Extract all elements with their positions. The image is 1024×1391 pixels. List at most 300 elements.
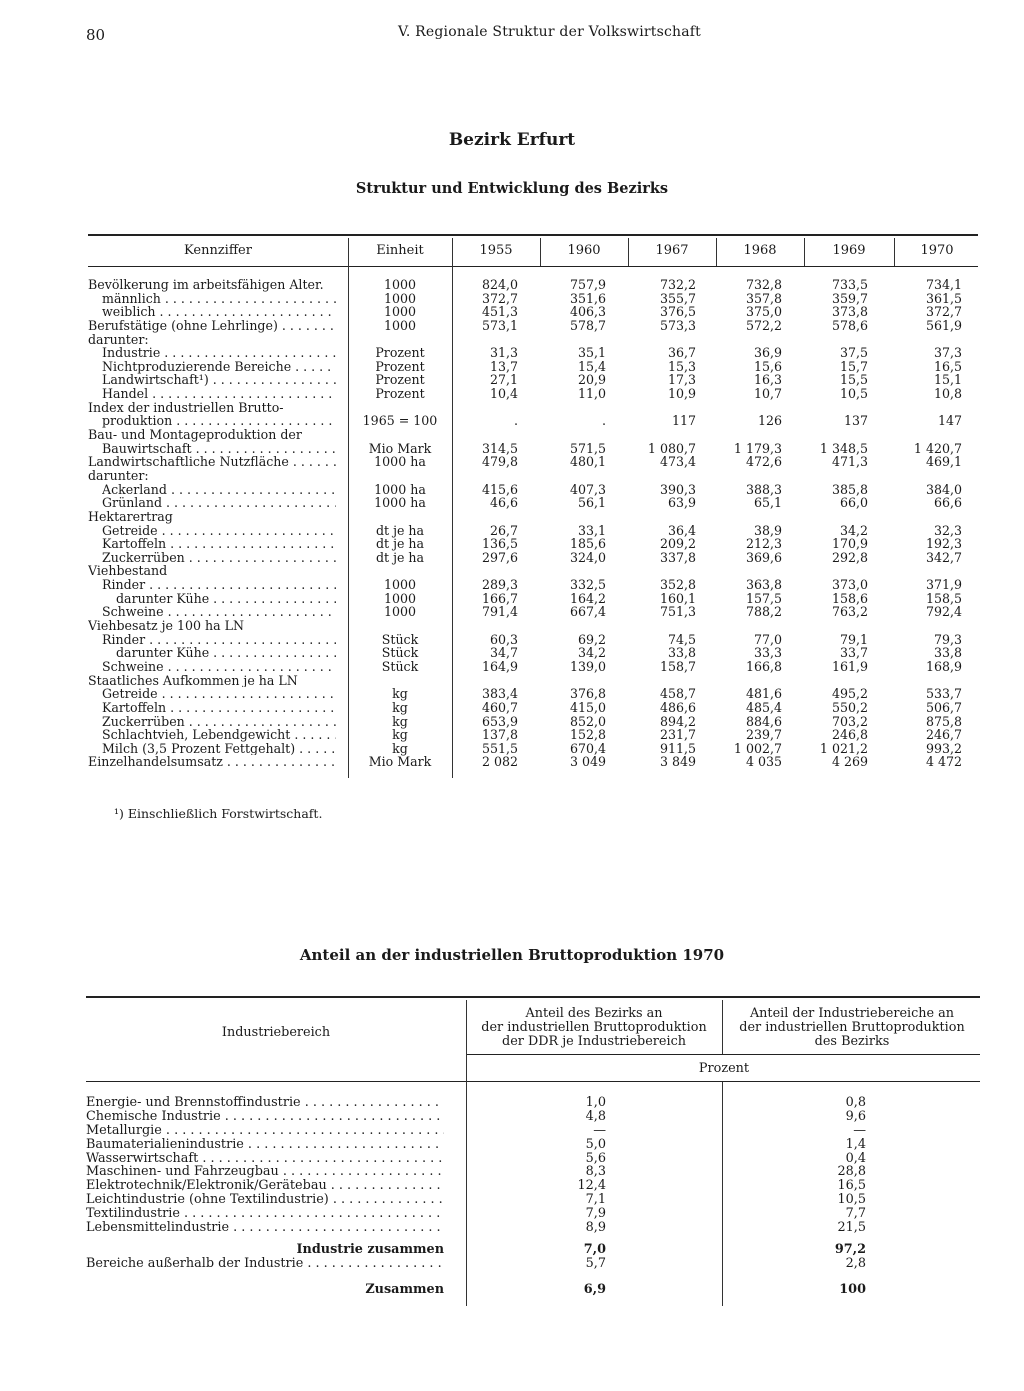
row-value: 732,8 bbox=[745, 277, 782, 292]
row-unit: Prozent bbox=[375, 386, 425, 402]
table-row bbox=[88, 592, 978, 606]
table-row bbox=[88, 483, 978, 497]
table-row bbox=[86, 1110, 980, 1124]
row-value: 36,7 bbox=[667, 345, 696, 361]
table-row bbox=[88, 305, 978, 319]
table-row bbox=[88, 319, 978, 333]
table1-body bbox=[88, 278, 978, 769]
row-value-bezirk-share: 97,2 bbox=[834, 1241, 866, 1257]
row-value: 355,7 bbox=[659, 290, 696, 306]
row-value: 471,3 bbox=[831, 454, 868, 470]
row-value-ddr-share: 12,4 bbox=[577, 1178, 606, 1194]
row-label: darunter Kühe . . . bbox=[116, 646, 336, 660]
table-row bbox=[88, 346, 978, 360]
table2-body bbox=[86, 1096, 980, 1297]
row-value-ddr-share: 5,6 bbox=[585, 1150, 606, 1166]
row-label: Staatliches Aufkommen je ha LN bbox=[88, 673, 298, 688]
row-label: Metallurgie . . . bbox=[86, 1124, 444, 1138]
row-value: 77,0 bbox=[753, 631, 782, 647]
row-value: 34,7 bbox=[489, 645, 518, 661]
header-year: 1955 bbox=[479, 243, 513, 258]
table-row bbox=[86, 1138, 980, 1152]
row-value: 164,2 bbox=[569, 590, 606, 606]
row-value-bezirk-share: 28,8 bbox=[837, 1164, 866, 1180]
table-row bbox=[88, 742, 978, 756]
row-label: Einzelhandelsumsatz . . . bbox=[88, 755, 336, 769]
row-label: Handel . . . bbox=[102, 387, 336, 401]
row-value: 2 082 bbox=[481, 754, 518, 770]
row-value-ddr-share: 5,7 bbox=[585, 1255, 606, 1271]
row-value: 460,7 bbox=[481, 699, 518, 715]
row-value: 351,6 bbox=[569, 290, 606, 306]
row-value: 653,9 bbox=[481, 713, 518, 729]
row-value: 757,9 bbox=[569, 277, 606, 292]
table-row bbox=[88, 687, 978, 701]
row-label: Nichtproduzierende Bereiche . . . bbox=[102, 360, 336, 374]
row-value: 384,0 bbox=[925, 481, 962, 497]
row-label: Zusammen bbox=[365, 1282, 444, 1297]
row-label: Industrie zusammen bbox=[296, 1242, 444, 1257]
row-label: Zuckerrüben . . . bbox=[102, 715, 336, 729]
row-label: Berufstätige (ohne Lehrlinge) . . . bbox=[88, 319, 336, 333]
row-value: 573,1 bbox=[481, 317, 518, 333]
row-label: Textilindustrie . . . bbox=[86, 1207, 444, 1221]
row-value: 63,9 bbox=[667, 495, 696, 511]
row-value: 158,6 bbox=[831, 590, 868, 606]
row-value: 578,7 bbox=[569, 317, 606, 333]
row-value: 371,9 bbox=[925, 577, 962, 593]
row-value-ddr-share: 8,9 bbox=[585, 1220, 606, 1236]
row-value: 33,3 bbox=[753, 645, 782, 661]
row-label: Rinder . . . bbox=[102, 633, 336, 647]
row-spacer bbox=[86, 1271, 980, 1283]
table-row bbox=[88, 428, 978, 442]
table1-divider bbox=[716, 238, 717, 266]
table2-top-rule bbox=[86, 996, 980, 998]
row-label: Viehbestand bbox=[88, 564, 168, 579]
running-head: V. Regionale Struktur der Volkswirtschaft bbox=[398, 24, 701, 40]
row-unit: kg bbox=[392, 727, 408, 743]
row-value: 212,3 bbox=[745, 536, 782, 552]
row-value: 10,4 bbox=[489, 386, 518, 402]
row-label: Zuckerrüben . . . bbox=[102, 551, 336, 565]
header-year: 1967 bbox=[655, 243, 689, 258]
row-value-ddr-share: 7,9 bbox=[585, 1206, 606, 1222]
header-year: 1968 bbox=[743, 243, 777, 258]
row-value: 117 bbox=[671, 413, 696, 429]
row-value-ddr-share: 8,3 bbox=[585, 1164, 606, 1180]
row-value: 17,3 bbox=[667, 372, 696, 388]
row-value: 376,5 bbox=[659, 304, 696, 320]
row-value: 289,3 bbox=[481, 577, 518, 593]
row-value: 469,1 bbox=[925, 454, 962, 470]
row-value: 292,8 bbox=[831, 549, 868, 565]
header-share-of-bezirk bbox=[724, 1007, 980, 1049]
row-label: Index der industriellen Brutto- bbox=[88, 400, 284, 415]
table-row bbox=[86, 1283, 980, 1297]
table-row bbox=[88, 674, 978, 688]
row-value: . bbox=[601, 413, 606, 429]
row-unit: 1000 ha bbox=[374, 481, 426, 497]
table-row bbox=[86, 1243, 980, 1257]
row-value: 35,1 bbox=[577, 345, 606, 361]
row-value: 342,7 bbox=[925, 549, 962, 565]
row-value: 209,2 bbox=[659, 536, 696, 552]
table-row bbox=[86, 1096, 980, 1110]
row-value-bezirk-share: 0,4 bbox=[845, 1150, 866, 1166]
row-unit: kg bbox=[392, 713, 408, 729]
row-value: 56,1 bbox=[577, 495, 606, 511]
row-unit: Stück bbox=[381, 631, 419, 647]
row-label: Baumaterialienindustrie . . . bbox=[86, 1138, 444, 1152]
row-unit: 1000 bbox=[383, 290, 417, 306]
row-value: 137 bbox=[843, 413, 868, 429]
row-value: 472,6 bbox=[745, 454, 782, 470]
row-value: 1 420,7 bbox=[913, 440, 962, 456]
row-value: 788,2 bbox=[745, 604, 782, 620]
row-value: 66,6 bbox=[933, 495, 962, 511]
row-label: Grünland . . . bbox=[102, 496, 336, 510]
row-value: 703,2 bbox=[831, 713, 868, 729]
row-value: 571,5 bbox=[569, 440, 606, 456]
row-value-bezirk-share: 2,8 bbox=[845, 1255, 866, 1271]
table-row bbox=[88, 292, 978, 306]
row-value: 792,4 bbox=[925, 604, 962, 620]
row-value: 168,9 bbox=[925, 658, 962, 674]
row-label: Kartoffeln . . . bbox=[102, 537, 336, 551]
row-value: 20,9 bbox=[577, 372, 606, 388]
row-value: 33,7 bbox=[839, 645, 868, 661]
row-value: 158,7 bbox=[659, 658, 696, 674]
row-value: 10,8 bbox=[933, 386, 962, 402]
row-value-ddr-share: 4,8 bbox=[585, 1108, 606, 1124]
row-value: 373,0 bbox=[831, 577, 868, 593]
table-row bbox=[88, 510, 978, 524]
row-value: 60,3 bbox=[489, 631, 518, 647]
row-value: 34,2 bbox=[839, 522, 868, 538]
table1-header-rule bbox=[88, 266, 978, 267]
row-label: darunter: bbox=[88, 468, 149, 483]
row-value: 791,4 bbox=[481, 604, 518, 620]
row-value: 4 472 bbox=[925, 754, 962, 770]
row-value-bezirk-share: 21,5 bbox=[837, 1220, 866, 1236]
header-einheit: Einheit bbox=[376, 243, 424, 258]
row-value: 15,5 bbox=[839, 372, 868, 388]
row-value: 533,7 bbox=[925, 686, 962, 702]
row-label: Bauwirtschaft . . . bbox=[102, 442, 336, 456]
row-value: 11,0 bbox=[577, 386, 606, 402]
row-value-bezirk-share: 1,4 bbox=[845, 1136, 866, 1152]
row-value: 152,8 bbox=[569, 727, 606, 743]
header-line: der industriellen Bruttoproduktion bbox=[481, 1020, 707, 1035]
row-unit: Stück bbox=[381, 658, 419, 674]
table-row bbox=[86, 1124, 980, 1138]
table-row bbox=[86, 1179, 980, 1193]
row-value: 372,7 bbox=[925, 304, 962, 320]
row-value-ddr-share: 7,1 bbox=[585, 1192, 606, 1208]
row-value-ddr-share: 1,0 bbox=[585, 1095, 606, 1110]
row-value: 38,9 bbox=[753, 522, 782, 538]
row-value-bezirk-share: 16,5 bbox=[837, 1178, 866, 1194]
row-unit: Prozent bbox=[375, 372, 425, 388]
row-value: 27,1 bbox=[489, 372, 518, 388]
row-value: 375,0 bbox=[745, 304, 782, 320]
row-label: Viehbesatz je 100 ha LN bbox=[88, 619, 245, 633]
table1-top-rule bbox=[88, 234, 978, 236]
row-value: 297,6 bbox=[481, 549, 518, 565]
row-unit: Mio Mark bbox=[368, 440, 432, 456]
table-row bbox=[88, 469, 978, 483]
row-value: 36,4 bbox=[667, 522, 696, 538]
row-value: 15,7 bbox=[839, 358, 868, 374]
row-value: 561,9 bbox=[925, 317, 962, 333]
header-kennziffer: Kennziffer bbox=[184, 243, 252, 258]
row-value: 550,2 bbox=[831, 699, 868, 715]
row-value: 458,7 bbox=[659, 686, 696, 702]
row-value: 137,8 bbox=[481, 727, 518, 743]
row-value: 164,9 bbox=[481, 658, 518, 674]
row-value: 473,4 bbox=[659, 454, 696, 470]
row-unit: 1000 ha bbox=[374, 454, 426, 470]
row-unit: 1000 bbox=[383, 277, 417, 292]
header-unit-prozent: Prozent bbox=[698, 1061, 750, 1076]
row-value: 314,5 bbox=[481, 440, 518, 456]
row-value: 136,5 bbox=[481, 536, 518, 552]
row-value: 573,3 bbox=[659, 317, 696, 333]
row-unit: 1000 ha bbox=[374, 495, 426, 511]
table-row bbox=[88, 660, 978, 674]
row-value: 894,2 bbox=[659, 713, 696, 729]
table-row bbox=[88, 551, 978, 565]
table-row bbox=[88, 496, 978, 510]
row-unit: Stück bbox=[381, 645, 419, 661]
row-value: 3 049 bbox=[569, 754, 606, 770]
row-value: 415,0 bbox=[569, 699, 606, 715]
row-label: männlich . . . bbox=[102, 292, 336, 306]
row-unit: 1000 bbox=[383, 304, 417, 320]
table-row bbox=[88, 278, 978, 292]
row-value: 495,2 bbox=[831, 686, 868, 702]
row-value: 239,7 bbox=[745, 727, 782, 743]
row-value: 246,7 bbox=[925, 727, 962, 743]
row-value: 480,1 bbox=[569, 454, 606, 470]
row-value: 166,8 bbox=[745, 658, 782, 674]
row-label: darunter: bbox=[88, 332, 149, 347]
row-value: 69,2 bbox=[577, 631, 606, 647]
row-unit: kg bbox=[392, 699, 408, 715]
row-value: 79,3 bbox=[933, 631, 962, 647]
row-value: 373,8 bbox=[831, 304, 868, 320]
row-value: 578,6 bbox=[831, 317, 868, 333]
row-value: 10,5 bbox=[839, 386, 868, 402]
row-value: 157,5 bbox=[745, 590, 782, 606]
row-value-bezirk-share: 0,8 bbox=[845, 1095, 866, 1110]
row-value: 884,6 bbox=[745, 713, 782, 729]
row-value: 486,6 bbox=[659, 699, 696, 715]
row-unit: 1000 bbox=[383, 604, 417, 620]
row-value: 33,1 bbox=[577, 522, 606, 538]
row-unit: kg bbox=[392, 740, 408, 756]
row-value: 383,4 bbox=[481, 686, 518, 702]
row-value: 26,7 bbox=[489, 522, 518, 538]
row-unit: Prozent bbox=[375, 345, 425, 361]
table-row bbox=[88, 442, 978, 456]
table2-title: Anteil an der industriellen Bruttoproduktion 1970 bbox=[299, 946, 725, 964]
row-value: 551,5 bbox=[481, 740, 518, 756]
row-label: Hektarertrag bbox=[88, 509, 173, 524]
row-value: 158,5 bbox=[925, 590, 962, 606]
row-value: 734,1 bbox=[925, 277, 962, 292]
row-value: 357,8 bbox=[745, 290, 782, 306]
table2-header-rule bbox=[86, 1081, 980, 1082]
table1-divider bbox=[894, 238, 895, 266]
row-value: 34,2 bbox=[577, 645, 606, 661]
page-title: Bezirk Erfurt bbox=[448, 130, 576, 150]
table2-divider bbox=[722, 1000, 723, 1054]
row-value-ddr-share: — bbox=[593, 1122, 606, 1138]
row-value: 751,3 bbox=[659, 604, 696, 620]
row-value: 15,3 bbox=[667, 358, 696, 374]
row-value: 15,1 bbox=[933, 372, 962, 388]
table-row bbox=[88, 537, 978, 551]
table1-divider bbox=[540, 238, 541, 266]
row-value: 407,3 bbox=[569, 481, 606, 497]
table-row bbox=[86, 1257, 980, 1271]
table-row bbox=[88, 728, 978, 742]
row-value: 160,1 bbox=[659, 590, 696, 606]
row-value: 1 179,3 bbox=[733, 440, 782, 456]
row-label: Schlachtvieh, Lebendgewicht . . . bbox=[102, 728, 336, 742]
row-value: 161,9 bbox=[831, 658, 868, 674]
row-value: 4 269 bbox=[831, 754, 868, 770]
row-value: 572,2 bbox=[745, 317, 782, 333]
table1-divider bbox=[628, 238, 629, 266]
row-label: Schweine . . . bbox=[102, 660, 336, 674]
row-label: weiblich . . . bbox=[102, 305, 336, 319]
header-year: 1969 bbox=[832, 243, 866, 258]
row-unit: 1000 bbox=[383, 317, 417, 333]
row-label: Lebensmittelindustrie . . . bbox=[86, 1221, 444, 1235]
table-row bbox=[86, 1165, 980, 1179]
row-value: 388,3 bbox=[745, 481, 782, 497]
row-value: 363,8 bbox=[745, 577, 782, 593]
table-row bbox=[88, 564, 978, 578]
row-value: 372,7 bbox=[481, 290, 518, 306]
row-value: 15,4 bbox=[577, 358, 606, 374]
row-unit: dt je ha bbox=[375, 536, 425, 552]
row-label: Bereiche außerhalb der Industrie . . . bbox=[86, 1257, 444, 1271]
row-value: 479,8 bbox=[481, 454, 518, 470]
row-value: 231,7 bbox=[659, 727, 696, 743]
row-unit: dt je ha bbox=[375, 522, 425, 538]
row-value: 13,7 bbox=[489, 358, 518, 374]
row-value: 359,7 bbox=[831, 290, 868, 306]
row-label: Chemische Industrie . . . bbox=[86, 1110, 444, 1124]
row-value: 415,6 bbox=[481, 481, 518, 497]
row-value: 65,1 bbox=[753, 495, 782, 511]
row-value: 46,6 bbox=[489, 495, 518, 511]
header-year: 1970 bbox=[920, 243, 954, 258]
row-label: darunter Kühe . . . bbox=[116, 592, 336, 606]
row-unit: kg bbox=[392, 686, 408, 702]
row-value: 10,7 bbox=[753, 386, 782, 402]
row-label: Elektrotechnik/Elektronik/Gerätebau . . . bbox=[86, 1179, 444, 1193]
row-label: Ackerland . . . bbox=[102, 483, 336, 497]
row-label: Leichtindustrie (ohne Textilindustrie) . . . bbox=[86, 1193, 444, 1207]
table-row bbox=[88, 360, 978, 374]
table2-mid-rule bbox=[466, 1054, 980, 1055]
row-value: 763,2 bbox=[831, 604, 868, 620]
row-value-bezirk-share: 100 bbox=[839, 1281, 866, 1297]
header-line: der industriellen Bruttoproduktion bbox=[739, 1020, 965, 1035]
row-value: 1 348,5 bbox=[819, 440, 868, 456]
row-label: Kartoffeln . . . bbox=[102, 701, 336, 715]
header-line: Anteil des Bezirks an bbox=[525, 1006, 663, 1021]
header-line: des Bezirks bbox=[814, 1034, 890, 1049]
header-industriebereich: Industriebereich bbox=[221, 1025, 331, 1040]
table-row bbox=[88, 605, 978, 619]
row-value: 36,9 bbox=[753, 345, 782, 361]
row-label: Wasserwirtschaft . . . bbox=[86, 1152, 444, 1166]
page-number: 80 bbox=[86, 26, 106, 44]
row-label: Energie- und Brennstoffindustrie . . . bbox=[86, 1096, 444, 1110]
header-line: der DDR je Industriebereich bbox=[502, 1034, 686, 1049]
row-value: 170,9 bbox=[831, 536, 868, 552]
row-unit: dt je ha bbox=[375, 549, 425, 565]
row-value: 139,0 bbox=[569, 658, 606, 674]
row-label: Landwirtschaft¹) . . . bbox=[102, 373, 336, 387]
row-label: Milch (3,5 Prozent Fettgehalt) . . . bbox=[102, 742, 336, 756]
row-value: 166,7 bbox=[481, 590, 518, 606]
row-value: 369,6 bbox=[745, 549, 782, 565]
row-value: 31,3 bbox=[489, 345, 518, 361]
table-row bbox=[88, 524, 978, 538]
row-value: 667,4 bbox=[569, 604, 606, 620]
row-value-bezirk-share: 7,7 bbox=[845, 1206, 866, 1222]
table-row bbox=[88, 755, 978, 769]
row-value: 147 bbox=[937, 413, 962, 429]
row-value: 1 021,2 bbox=[819, 740, 868, 756]
table-row bbox=[88, 455, 978, 469]
row-value: 332,5 bbox=[569, 577, 606, 593]
table-row bbox=[88, 715, 978, 729]
table-row bbox=[88, 333, 978, 347]
table-row bbox=[88, 387, 978, 401]
row-value-ddr-share: 7,0 bbox=[583, 1241, 606, 1257]
row-value: 506,7 bbox=[925, 699, 962, 715]
row-value: . bbox=[513, 413, 518, 429]
row-label: Industrie . . . bbox=[102, 346, 336, 360]
table-row bbox=[88, 619, 978, 633]
row-value: 390,3 bbox=[659, 481, 696, 497]
row-value: 361,5 bbox=[925, 290, 962, 306]
header-line: Anteil der Industriebereiche an bbox=[749, 1006, 955, 1021]
row-label: Getreide . . . bbox=[102, 524, 336, 538]
row-value: 246,8 bbox=[831, 727, 868, 743]
footnote: ¹) Einschließlich Forstwirtschaft. bbox=[114, 806, 323, 821]
header-year: 1960 bbox=[567, 243, 601, 258]
row-value: 324,0 bbox=[569, 549, 606, 565]
row-unit: Mio Mark bbox=[368, 754, 432, 770]
row-value: 74,5 bbox=[667, 631, 696, 647]
row-unit: Prozent bbox=[375, 358, 425, 374]
row-value: 875,8 bbox=[925, 713, 962, 729]
table-row bbox=[86, 1152, 980, 1166]
row-value: 33,8 bbox=[933, 645, 962, 661]
row-value: 1 002,7 bbox=[733, 740, 782, 756]
table1-divider bbox=[804, 238, 805, 266]
row-value: 16,3 bbox=[753, 372, 782, 388]
